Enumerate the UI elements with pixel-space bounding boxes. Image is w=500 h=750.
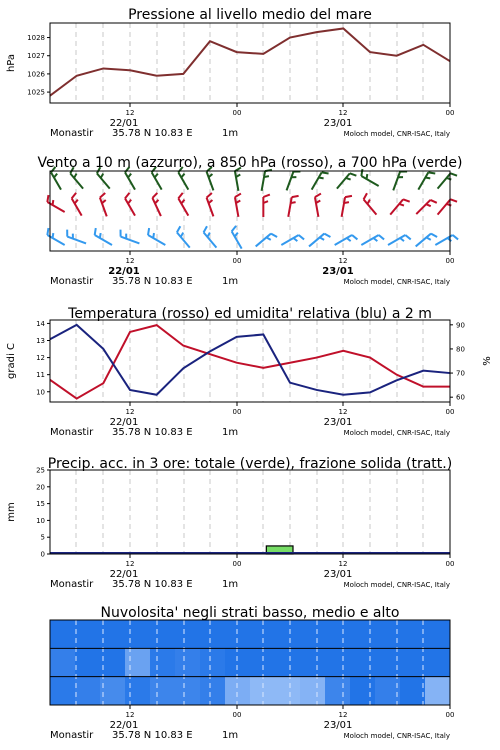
cloud-cell bbox=[250, 677, 276, 705]
y-tick-label-right: 90 bbox=[456, 321, 465, 330]
y-tick-label: 12 bbox=[36, 354, 45, 363]
cloud-cell bbox=[350, 648, 376, 676]
cloud-cell bbox=[175, 677, 201, 705]
time-tick-label: 12 bbox=[125, 109, 135, 117]
barb-feather bbox=[152, 193, 157, 198]
barb-feather bbox=[315, 194, 321, 198]
barb-feather bbox=[181, 174, 184, 178]
cloud-cell bbox=[425, 677, 451, 705]
y-tick-label: 20 bbox=[36, 483, 45, 492]
barb-feather bbox=[177, 226, 180, 232]
barb-feather bbox=[235, 194, 241, 198]
barb-staff bbox=[67, 237, 86, 244]
barb-feather bbox=[447, 178, 452, 180]
barb-staff bbox=[177, 232, 190, 247]
coords-label: 35.78 N 10.83 E bbox=[112, 579, 193, 590]
barb-feather bbox=[266, 237, 270, 239]
credit-label: Moloch model, CNR-ISAC, Italy bbox=[343, 130, 450, 138]
coords-label: 35.78 N 10.83 E bbox=[112, 276, 193, 287]
cloud-cell bbox=[250, 648, 276, 676]
y-tick-label: 15 bbox=[36, 500, 45, 509]
barb-feather bbox=[367, 200, 369, 204]
wind-barb bbox=[287, 172, 301, 191]
cloud-cell bbox=[225, 648, 251, 676]
barb-feather bbox=[352, 235, 357, 239]
cloud-cell bbox=[425, 620, 451, 648]
humidity-line bbox=[50, 325, 450, 395]
station-label: Monastir bbox=[50, 730, 94, 741]
time-tick-label: 12 bbox=[338, 109, 348, 117]
panel-2 bbox=[37, 155, 462, 287]
barb-feather bbox=[430, 200, 436, 203]
wind-barb bbox=[281, 235, 304, 245]
cloud-cell bbox=[75, 677, 101, 705]
wind-barb bbox=[178, 193, 188, 216]
barb-feather bbox=[426, 204, 431, 206]
chart-title: Precip. acc. in 3 ore: totale (verde), frazione solida (tratt.) bbox=[47, 456, 453, 472]
wind-barb bbox=[388, 235, 411, 245]
cloud-cell bbox=[175, 620, 201, 648]
cloud-cell bbox=[225, 677, 251, 705]
barb-feather bbox=[403, 199, 410, 201]
barb-feather bbox=[450, 199, 457, 201]
barb-feather bbox=[204, 226, 207, 232]
cloud-cell bbox=[200, 620, 226, 648]
time-tick-label: 12 bbox=[125, 408, 135, 416]
barb-feather bbox=[155, 200, 158, 204]
barb-feather bbox=[155, 174, 158, 178]
wind-barb bbox=[418, 172, 435, 189]
barb-feather bbox=[373, 238, 377, 241]
cloud-cell bbox=[175, 648, 201, 676]
y-tick-label: 14 bbox=[36, 319, 45, 328]
barb-feather bbox=[95, 228, 96, 235]
barb-feather bbox=[453, 235, 458, 239]
barb-feather bbox=[324, 234, 330, 237]
barb-feather bbox=[425, 178, 430, 179]
cloud-cell bbox=[100, 648, 126, 676]
elevation-label: 1m bbox=[222, 276, 239, 287]
cloud-cell bbox=[275, 648, 301, 676]
time-tick-label: 00 bbox=[232, 408, 242, 416]
wind-barb bbox=[390, 199, 409, 214]
time-tick-label: 00 bbox=[232, 257, 242, 265]
station-label: Monastir bbox=[50, 128, 94, 139]
barb-feather bbox=[263, 195, 270, 197]
time-tick-label: 00 bbox=[232, 560, 242, 568]
y-axis-label-right: % bbox=[482, 356, 493, 366]
barb-feather bbox=[347, 238, 351, 241]
barb-staff bbox=[438, 199, 451, 214]
wind-barb bbox=[393, 172, 407, 191]
y-tick-label: 1027 bbox=[27, 52, 45, 61]
cloud-cell bbox=[150, 648, 176, 676]
barb-feather bbox=[125, 193, 129, 198]
cloud-cell bbox=[375, 677, 401, 705]
barb-feather bbox=[264, 176, 269, 177]
barb-feather bbox=[148, 228, 149, 235]
cloud-cell bbox=[50, 648, 76, 676]
y-tick-label-right: 80 bbox=[456, 345, 465, 354]
chart-title: Temperatura (rosso) ed umidita' relativa (blu) a 2 m bbox=[68, 306, 432, 322]
elevation-label: 1m bbox=[222, 730, 239, 741]
barb-feather bbox=[447, 204, 452, 206]
time-tick-label: 12 bbox=[338, 560, 348, 568]
y-tick-label: 0 bbox=[40, 550, 45, 559]
barb-feather bbox=[364, 193, 367, 199]
elevation-label: 1m bbox=[222, 579, 239, 590]
barb-feather bbox=[320, 237, 324, 239]
panel-5 bbox=[50, 605, 454, 741]
barb-staff bbox=[70, 173, 83, 188]
barb-feather bbox=[428, 172, 435, 173]
wind-barb bbox=[256, 234, 277, 247]
cloud-cell bbox=[425, 648, 451, 676]
barb-feather bbox=[293, 238, 297, 241]
cloud-cell bbox=[150, 620, 176, 648]
panel-1 bbox=[6, 7, 454, 139]
date-label: 23/01 bbox=[323, 118, 353, 129]
wind-barb bbox=[312, 172, 329, 189]
date-label: 22/01 bbox=[109, 118, 139, 129]
barb-feather bbox=[291, 202, 296, 203]
plot-frame bbox=[50, 171, 450, 251]
wind-barb bbox=[438, 199, 457, 214]
barb-feather bbox=[345, 196, 352, 197]
wind-barb bbox=[438, 173, 457, 188]
y-axis-label: mm bbox=[6, 502, 17, 522]
wind-barb bbox=[177, 226, 190, 247]
cloud-cell bbox=[50, 620, 76, 648]
cloud-cell bbox=[400, 677, 426, 705]
wind-barb bbox=[72, 193, 82, 216]
cloud-cell bbox=[400, 648, 426, 676]
pressure-line bbox=[50, 28, 450, 95]
wind-barb bbox=[335, 235, 358, 245]
y-tick-label: 1026 bbox=[27, 70, 45, 79]
cloud-cell bbox=[100, 677, 126, 705]
y-tick-label: 11 bbox=[36, 371, 45, 380]
barb-feather bbox=[344, 202, 349, 203]
barb-feather bbox=[450, 173, 457, 175]
date-label: 22/01 bbox=[109, 569, 139, 580]
elevation-label: 1m bbox=[222, 427, 239, 438]
barb-feather bbox=[101, 174, 103, 178]
chart-title: Vento a 10 m (azzurro), a 850 hPa (rosso), a 700 hPa (verde) bbox=[37, 155, 463, 171]
cloud-cell bbox=[200, 677, 226, 705]
barb-feather bbox=[426, 237, 430, 239]
barb-feather bbox=[181, 233, 183, 237]
y-tick-label: 1025 bbox=[27, 88, 45, 97]
cloud-cell bbox=[300, 677, 326, 705]
time-tick-label: 12 bbox=[338, 257, 348, 265]
time-tick-label: 12 bbox=[338, 711, 348, 719]
barb-feather bbox=[128, 174, 131, 178]
plot-frame bbox=[50, 470, 450, 554]
barb-feather bbox=[346, 178, 351, 180]
station-label: Monastir bbox=[50, 579, 94, 590]
cloud-cell bbox=[300, 620, 326, 648]
cloud-cell bbox=[350, 677, 376, 705]
barb-feather bbox=[405, 235, 410, 239]
cloud-cell bbox=[150, 677, 176, 705]
date-label: 23/01 bbox=[323, 720, 353, 731]
date-label: 22/01 bbox=[109, 720, 139, 731]
time-tick-label: 00 bbox=[445, 257, 455, 265]
y-tick-label: 13 bbox=[36, 337, 45, 345]
barb-feather bbox=[207, 193, 212, 198]
cloud-cell bbox=[50, 677, 76, 705]
y-tick-label-right: 60 bbox=[456, 393, 465, 402]
barb-feather bbox=[271, 234, 277, 237]
date-label: 23/01 bbox=[323, 417, 353, 428]
wind-barb bbox=[435, 235, 458, 245]
cloud-cell bbox=[300, 648, 326, 676]
y-tick-label: 1028 bbox=[27, 34, 45, 43]
cloud-cell bbox=[225, 620, 251, 648]
barb-feather bbox=[431, 234, 437, 237]
elevation-label: 1m bbox=[222, 128, 239, 139]
wind-barb bbox=[361, 235, 384, 245]
time-tick-label: 00 bbox=[232, 109, 242, 117]
wind-barb bbox=[235, 194, 241, 217]
barb-feather bbox=[209, 200, 213, 203]
date-label: 22/01 bbox=[108, 266, 140, 277]
cloud-cell bbox=[125, 677, 151, 705]
cloud-cell bbox=[100, 620, 126, 648]
barb-feather bbox=[399, 204, 404, 206]
time-tick-label: 00 bbox=[445, 109, 455, 117]
credit-label: Moloch model, CNR-ISAC, Italy bbox=[343, 732, 450, 740]
cloud-cell bbox=[350, 620, 376, 648]
cloud-cell bbox=[275, 620, 301, 648]
barb-feather bbox=[379, 235, 384, 239]
time-tick-label: 00 bbox=[445, 711, 455, 719]
barb-feather bbox=[322, 172, 329, 173]
credit-label: Moloch model, CNR-ISAC, Italy bbox=[343, 278, 450, 286]
y-axis-label: gradi C bbox=[6, 343, 17, 379]
cloud-cell bbox=[275, 677, 301, 705]
coords-label: 35.78 N 10.83 E bbox=[112, 427, 193, 438]
barb-feather bbox=[47, 195, 48, 202]
barb-feather bbox=[292, 196, 299, 197]
chart-title: Pressione al livello medio del mare bbox=[128, 7, 372, 23]
wind-barb bbox=[337, 173, 356, 188]
wind-barb bbox=[207, 193, 214, 216]
wind-barb bbox=[416, 234, 437, 247]
panel-4 bbox=[6, 456, 454, 590]
date-label: 22/01 bbox=[109, 417, 139, 428]
y-tick-label: 5 bbox=[40, 533, 45, 542]
cloud-cell bbox=[125, 620, 151, 648]
barb-feather bbox=[153, 233, 154, 238]
wind-barb bbox=[416, 200, 437, 214]
barb-feather bbox=[128, 200, 131, 204]
date-label: 23/01 bbox=[322, 266, 354, 277]
cloud-cell bbox=[375, 648, 401, 676]
barb-feather bbox=[100, 233, 101, 238]
y-tick-label: 10 bbox=[36, 516, 45, 525]
cloud-cell bbox=[325, 648, 351, 676]
wind-barb bbox=[263, 195, 270, 217]
barb-feather bbox=[447, 238, 451, 241]
barb-feather bbox=[54, 174, 57, 178]
credit-label: Moloch model, CNR-ISAC, Italy bbox=[343, 429, 450, 437]
barb-feather bbox=[350, 173, 357, 175]
barb-feather bbox=[74, 174, 76, 178]
wind-barb bbox=[125, 193, 135, 216]
barb-feather bbox=[75, 200, 78, 204]
y-tick-label-right: 70 bbox=[456, 369, 465, 378]
y-tick-label: 10 bbox=[36, 388, 45, 397]
time-tick-label: 12 bbox=[338, 408, 348, 416]
plot-frame bbox=[50, 23, 450, 103]
time-tick-label: 00 bbox=[445, 560, 455, 568]
wind-barb bbox=[315, 194, 321, 217]
barb-feather bbox=[319, 178, 324, 179]
wind-barb bbox=[100, 193, 107, 216]
cloud-cell bbox=[125, 648, 151, 676]
barb-feather bbox=[232, 226, 236, 231]
y-axis-label: hPa bbox=[6, 53, 17, 73]
station-label: Monastir bbox=[50, 427, 94, 438]
time-tick-label: 00 bbox=[232, 711, 242, 719]
date-label: 23/01 bbox=[323, 569, 353, 580]
wind-barb bbox=[309, 234, 330, 247]
coords-label: 35.78 N 10.83 E bbox=[112, 128, 193, 139]
credit-label: Moloch model, CNR-ISAC, Italy bbox=[343, 581, 450, 589]
barb-feather bbox=[47, 228, 48, 235]
cloud-cell bbox=[75, 620, 101, 648]
cloud-cell bbox=[325, 620, 351, 648]
barb-feather bbox=[367, 174, 368, 179]
wind-barb bbox=[67, 230, 86, 244]
wind-barb bbox=[152, 193, 160, 216]
station-label: Monastir bbox=[50, 276, 94, 287]
barb-feather bbox=[53, 233, 54, 238]
cloud-cell bbox=[400, 620, 426, 648]
barb-feather bbox=[53, 200, 54, 205]
barb-feather bbox=[209, 174, 213, 177]
y-tick-label: 25 bbox=[36, 466, 45, 475]
cloud-cell bbox=[75, 648, 101, 676]
time-tick-label: 12 bbox=[125, 257, 135, 265]
time-tick-label: 00 bbox=[445, 408, 455, 416]
barb-feather bbox=[72, 193, 76, 198]
panel-3 bbox=[6, 306, 493, 438]
coords-label: 35.78 N 10.83 E bbox=[112, 730, 193, 741]
barb-feather bbox=[178, 193, 182, 198]
barb-feather bbox=[299, 235, 304, 239]
cloud-cell bbox=[325, 677, 351, 705]
time-tick-label: 12 bbox=[125, 711, 135, 719]
barb-feather bbox=[400, 238, 404, 241]
chart-title: Nuvolosita' negli strati basso, medio e alto bbox=[100, 605, 400, 621]
time-tick-label: 12 bbox=[125, 560, 135, 568]
cloud-cell bbox=[200, 648, 226, 676]
barb-staff bbox=[438, 173, 451, 188]
